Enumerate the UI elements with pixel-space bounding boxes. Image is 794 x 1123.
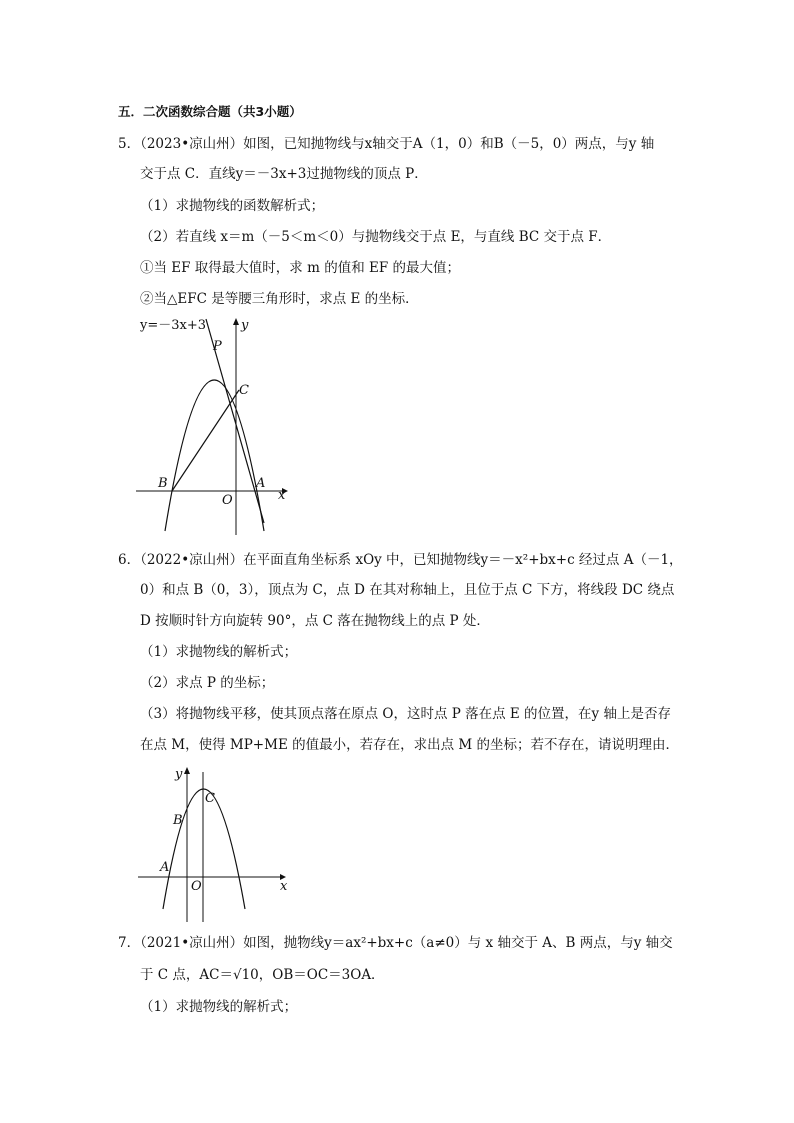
problem-7-line-2: 于 C 点，AC＝√10，OB＝OC＝3OA． <box>140 967 385 983</box>
label-b: B <box>158 476 168 491</box>
label-a: A <box>256 476 266 491</box>
problem-5-figure <box>130 313 300 538</box>
problem-5-line-6: ②当△EFC 是等腰三角形时，求点 E 的坐标． <box>140 291 419 307</box>
line-label: y=－3x+3 <box>140 318 207 333</box>
segment-bc <box>172 390 239 491</box>
label-c: C <box>205 791 215 806</box>
y-axis-arrow <box>233 318 239 325</box>
parabola <box>165 380 264 531</box>
label-o: O <box>191 879 202 894</box>
label-x: x <box>278 488 286 503</box>
label-c: C <box>239 383 249 398</box>
problem-6-line-4: （1）求抛物线的解析式； <box>140 644 298 660</box>
problem-5-line-2: 交于点 C．直线y＝－3x+3过抛物线的顶点 P． <box>140 166 428 182</box>
problem-5-line-5: ①当 EF 取得最大值时，求 m 的值和 EF 的最大值； <box>140 260 460 276</box>
problem-5-line-1: 5．（2023•凉山州）如图，已知抛物线与x轴交于A（1，0）和B（－5，0）两点，与y 轴 <box>118 136 655 152</box>
problem-6-figure <box>130 764 300 924</box>
y-axis-arrow <box>184 767 190 774</box>
problem-6-line-7: 在点 M，使得 MP+ME 的值最小，若存在，求出点 M 的坐标；若不存在，请说明理由． <box>140 737 679 753</box>
parabola <box>163 789 245 909</box>
problem-5-line-4: （2）若直线 x＝m（－5＜m＜0）与抛物线交于点 E，与直线 BC 交于点 F． <box>140 229 612 245</box>
problem-5-line-3: （1）求抛物线的函数解析式； <box>140 198 325 214</box>
label-b: B <box>173 813 183 828</box>
problem-6-line-5: （2）求点 P 的坐标； <box>140 675 275 691</box>
problem-6-line-6: （3）将抛物线平移，使其顶点落在原点 O，这时点 P 落在点 E 的位置，在y 轴上是否存 <box>140 706 671 722</box>
problem-6-line-3: D 按顺时针方向旋转 90°，点 C 落在抛物线上的点 P 处． <box>140 613 490 629</box>
problem-7-line-1: 7．（2021•凉山州）如图，抛物线y＝ax²+bx+c（a≠0）与 x 轴交于 A、B 两点，与y 轴交 <box>118 935 673 951</box>
label-p: P <box>213 339 222 354</box>
label-a: A <box>160 860 170 875</box>
label-y: y <box>175 767 183 782</box>
label-x: x <box>280 879 288 894</box>
problem-7-line-3: （1）求抛物线的解析式； <box>140 999 298 1015</box>
problem-6-line-2: 0）和点 B（0，3），顶点为 C，点 D 在其对称轴上，且位于点 C 下方，将线段 DC 绕点 <box>140 582 675 598</box>
section-title: 五．二次函数综合题（共3小题） <box>118 104 302 119</box>
problem-6-line-1: 6．（2022•凉山州）在平面直角坐标系 xOy 中，已知抛物线y＝－x²+bx+c 经过点 A（－1， <box>118 552 683 568</box>
label-y: y <box>241 318 249 333</box>
label-o: O <box>222 493 233 508</box>
